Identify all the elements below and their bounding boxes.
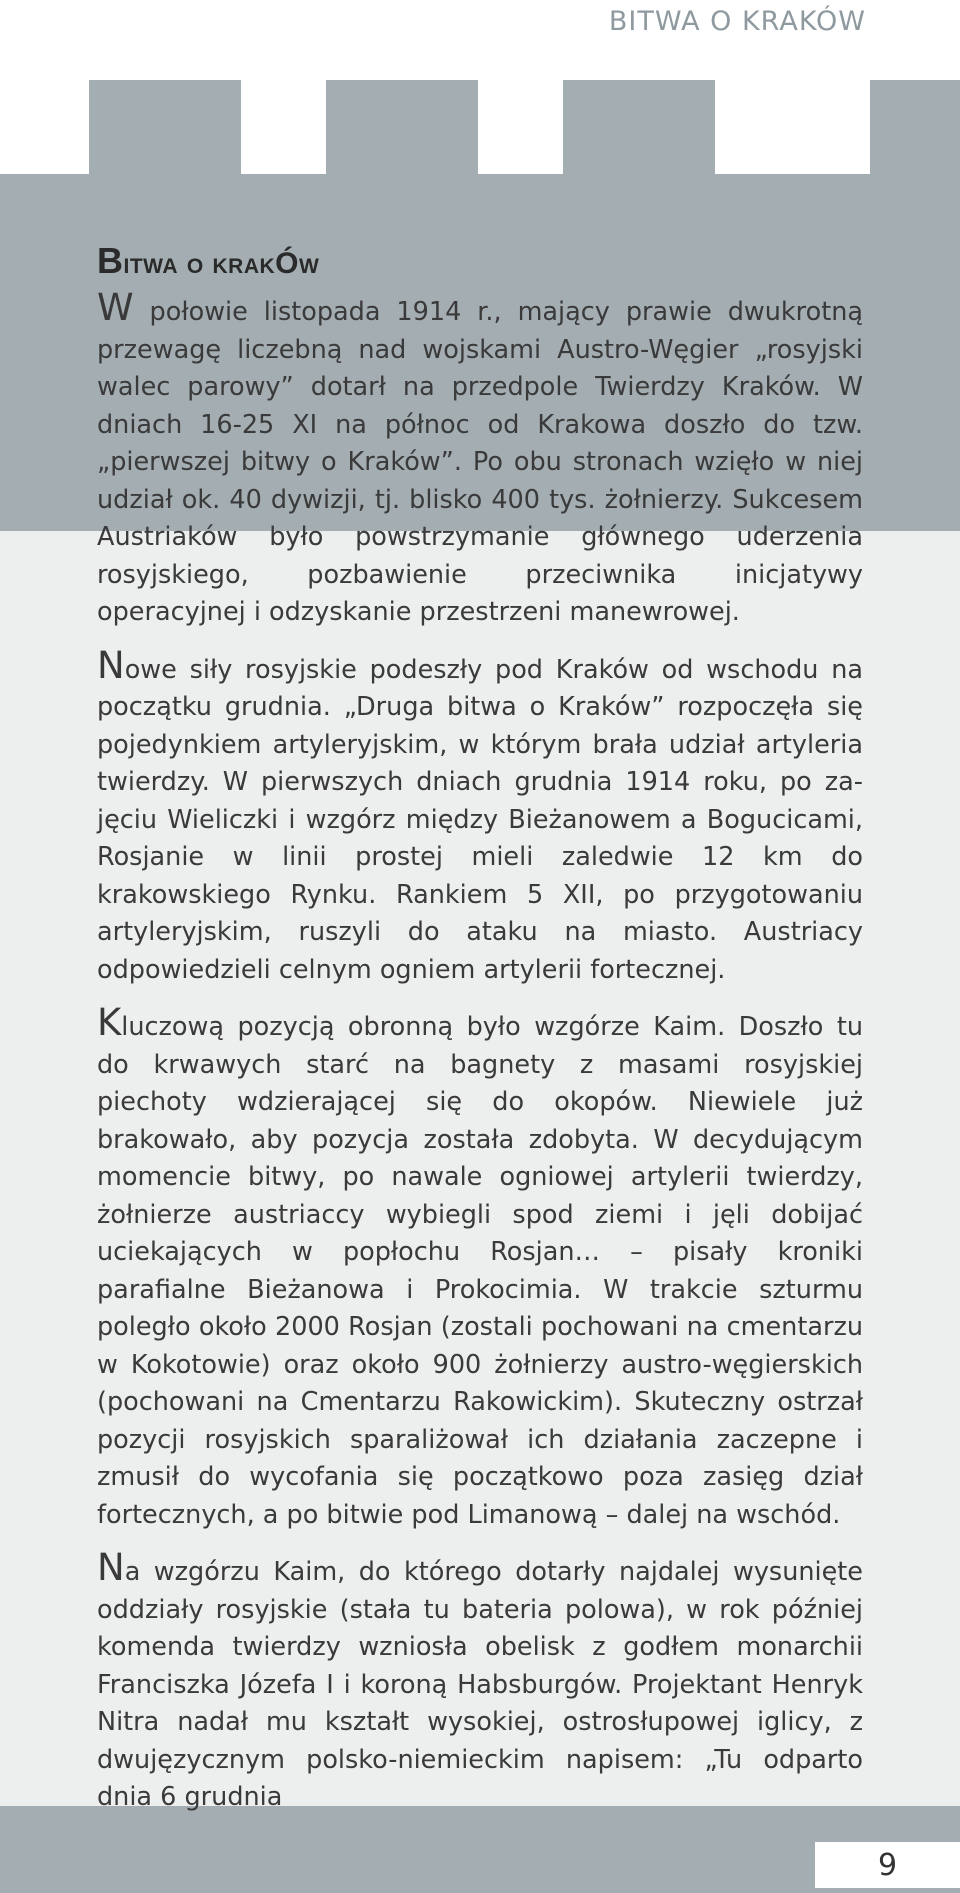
- paragraph-initial: N: [97, 643, 125, 687]
- paragraph: [97, 1546, 863, 1817]
- article-title: [97, 240, 863, 282]
- paragraph-text: połowie listopada 1914 r., mający prawie dwukrotną przewagę liczebną nad wojskami Austro-Węgier „rosyjski walec parowy” dotarł na przedpole Twierdzy Kraków. W dniach 16-25 XI na północ od Krakowa doszło do tzw. „pierwszej bitwy o Kraków”. Po obu stronach wzięło w niej udział ok. 40 dywizji, tj. blisko 400 tys. żołnierzy. Sukcesem Austriaków było powstrzymanie głównego uderzenia rosyjskiego, pozbawienie przeciwnika inicjatywy operacyjnej i odzyskanie przestrzeni manewrowej.: [97, 297, 863, 627]
- title-initial: B: [97, 240, 124, 281]
- battlement-merlon: [89, 80, 241, 176]
- paragraph-text: luczową pozycją obronną było wzgórze Kaim. Doszło tu do krwawych starć na bagnety z masami rosyjskiej piechoty wdzierającej się do okopów. Niewiele już brakowało, aby pozycja została zdobyta. W decydującym momencie bitwy, po nawale ogniowej artylerii twierdzy, żołnierze austriaccy wybiegli spod ziemi i jęli dobijać uciekających w popłochu Rosjan… – pisały kroniki parafialne Bieżanowa i Prokocimia. W trakcie szturmu poległo około 2000 Rosjan (zostali pochowani na cmentarzu w Kokotowie) oraz około 900 żołnierzy austro-węgierskich (pochowani na Cmentarzu Rakowickim). Skuteczny ostrzał pozycji rosyjskich sparaliżował ich działania zaczepne i zmusił do wycofania się początkowo poza zasięg dział fortecznych, a po bitwie pod Limanową – dalej na wschód.: [97, 1012, 863, 1530]
- battlement-merlon: [870, 80, 960, 176]
- paragraph: [97, 1001, 863, 1534]
- running-header: BITWA O KRAKÓW: [608, 6, 866, 37]
- paragraph-text: owe siły rosyjskie podeszły pod Kraków od wschodu na początku grudnia. „Druga bitwa o Kraków” rozpoczęła się pojedynkiem artyleryjskim, w którym brała udział artyleria twierdzy. W pierwszych dniach grudnia 1914 roku, po zajęciu Wieliczki i wzgórz między Bieżanowem a Bogucicami, Rosjanie w linii prostej mieli zaledwie 12 km do krakowskiego Rynku. Rankiem 5 XII, po przygotowaniu artyleryjskim, ruszyli do ataku na miasto. Austriacy odpowiedzieli celnym ogniem artylerii fortecznej.: [97, 654, 863, 985]
- paragraph-initial: K: [97, 1001, 122, 1044]
- page-number: 9: [815, 1842, 960, 1888]
- paragraph-initial: N: [97, 1546, 125, 1589]
- battlement-merlon: [563, 80, 715, 176]
- paragraph: [97, 286, 863, 632]
- paragraph: [97, 643, 863, 990]
- article: [97, 240, 863, 1837]
- battlement-merlon: [326, 80, 478, 176]
- paragraph-text: a wzgórzu Kaim, do którego dotarły najdalej wysunięte oddziały rosyjskie (stała tu bateria polowa), w rok później komenda twierdzy wzniosła obelisk z godłem monarchii Franciszka Józefa I i koroną Habsburgów. Projektant Henryk Nitra nadał mu kształt wysokiej, ostrosłupowej iglicy, z dwujęzycznym polsko-niemieckim napisem: „Tu odparto dnia 6 grudnia: [97, 1557, 863, 1812]
- paragraph-initial: W: [97, 286, 134, 329]
- title-rest: itwa o krakÓw: [123, 247, 320, 280]
